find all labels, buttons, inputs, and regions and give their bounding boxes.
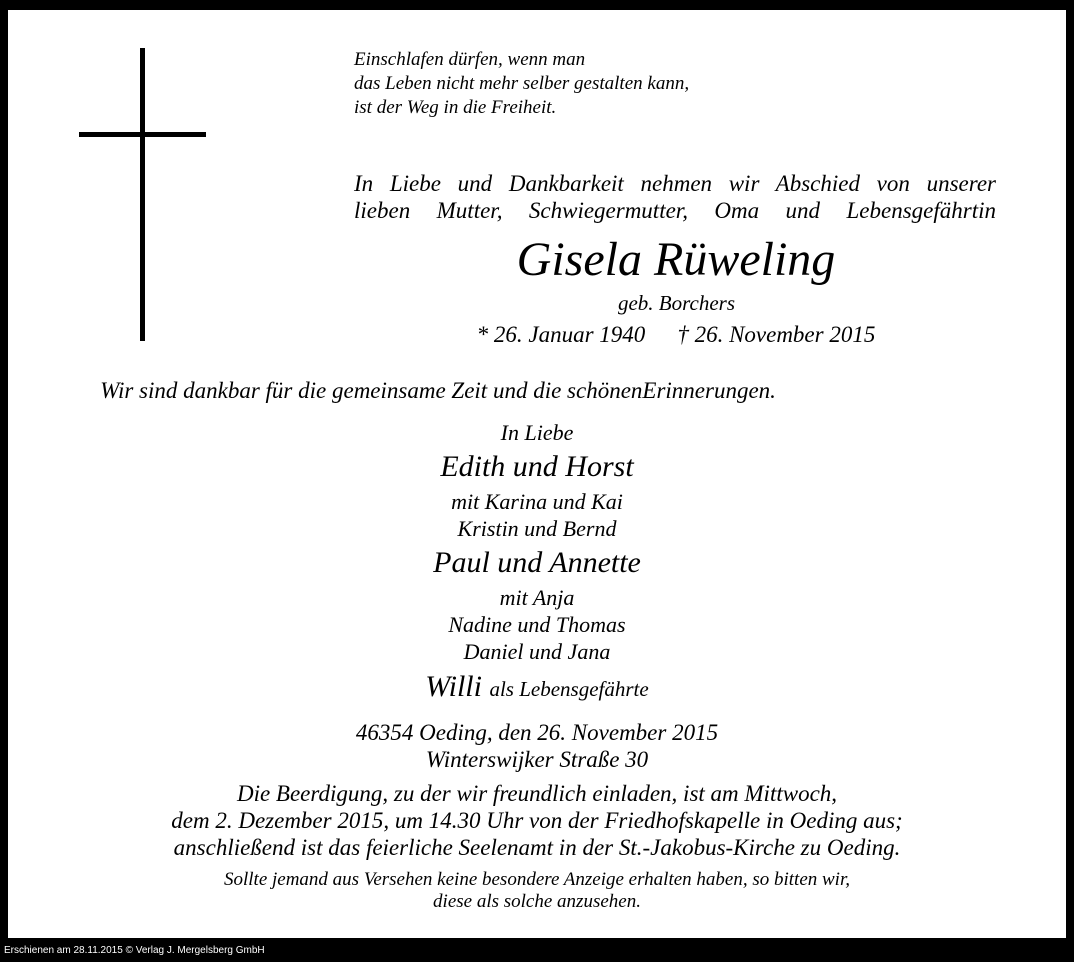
life-dates (128, 322, 1074, 348)
intro-text (354, 170, 996, 224)
notice-line: diese als solche anzusehen. (433, 891, 641, 912)
family-member-line: Daniel und Jana (463, 639, 611, 664)
funeral-line: anschließend ist das feierliche Seelenamt in der St.-Jakobus-Kirche zu Oeding. (173, 835, 901, 860)
birth-date: * 26. Januar 1940 (476, 322, 646, 347)
notice-line: Sollte jemand aus Versehen keine besondere Anzeige erhalten haben, so bitten wir, (223, 869, 850, 890)
poem-line: das Leben nicht mehr selber gestalten kann, (354, 73, 690, 94)
intro-line: In Liebe und Dankbarkeit nehmen wir Abschied von unserer (354, 171, 996, 196)
cross-icon-bar (79, 132, 206, 137)
poem (354, 48, 689, 120)
poem-line: Einschlafen dürfen, wenn man (354, 49, 586, 70)
family-group-name: Edith und Horst (440, 450, 634, 483)
partner-name: Willi (425, 670, 482, 703)
place-date: 46354 Oeding, den 26. November 2015 (355, 720, 719, 745)
publication-footer: Erschienen am 28.11.2015 © Verlag J. Mergelsberg GmbH (4, 945, 265, 956)
cross-icon (140, 48, 145, 341)
funeral-line: dem 2. Dezember 2015, um 14.30 Uhr von der Friedhofskapelle in Oeding aus; (171, 808, 903, 833)
thanks-text: Wir sind dankbar für die gemeinsame Zeit und die schönenErinnerungen. (100, 378, 776, 403)
funeral-line: Die Beerdigung, zu der wir freundlich einladen, ist am Mittwoch, (236, 781, 838, 806)
partner-line (8, 670, 1066, 704)
death-date: † 26. November 2015 (677, 322, 876, 347)
family-member-line: Nadine und Thomas (448, 612, 626, 637)
in-liebe: In Liebe (500, 420, 574, 445)
poem-line: ist der Weg in die Freiheit. (354, 97, 557, 118)
obituary-card (8, 10, 1066, 938)
birth-name: geb. Borchers (617, 291, 736, 315)
partner-suffix: als Lebensgefährte (489, 677, 649, 701)
family-member-line: mit Karina und Kai (451, 489, 623, 514)
family-group-name: Paul und Annette (433, 546, 641, 579)
family-member-line: Kristin und Bernd (457, 516, 617, 541)
family-member-line: mit Anja (499, 585, 575, 610)
street-address: Winterswijker Straße 30 (425, 747, 649, 772)
deceased-name: Gisela Rüweling (516, 233, 836, 286)
intro-line: lieben Mutter, Schwiegermutter, Oma und Lebensgefährtin (354, 198, 996, 223)
